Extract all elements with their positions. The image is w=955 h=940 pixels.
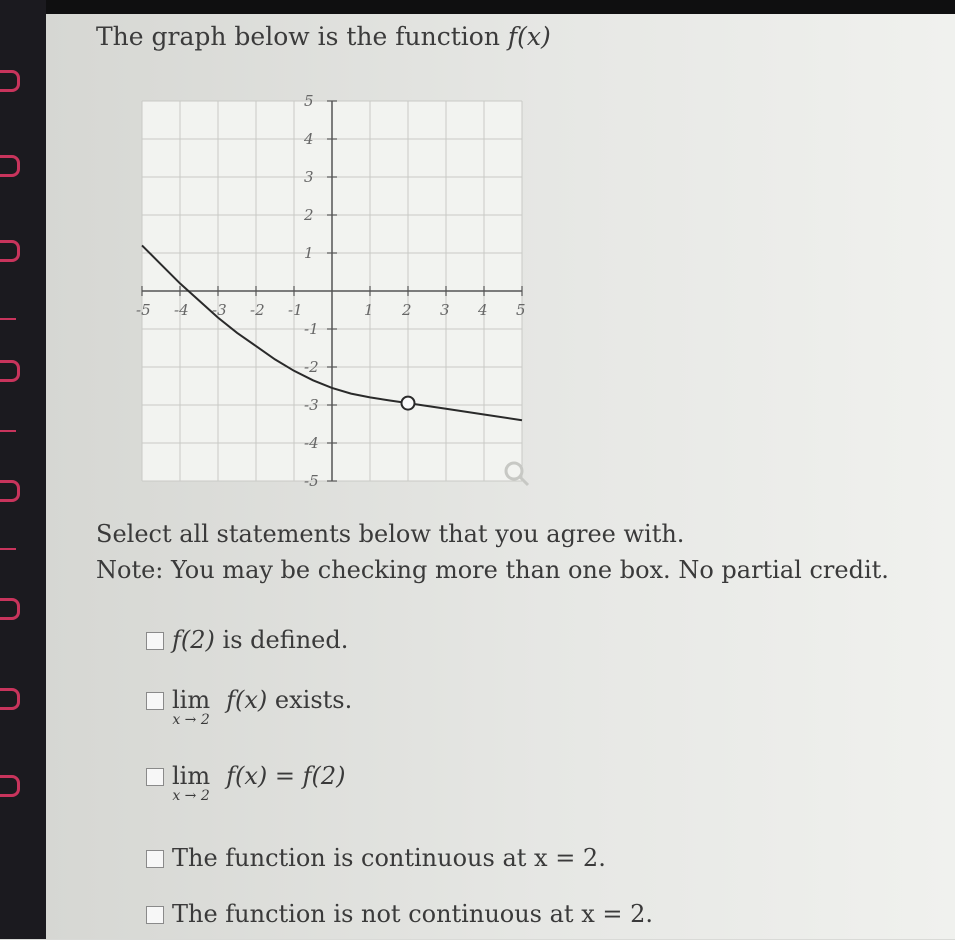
option-not-continuous[interactable] <box>146 900 653 940</box>
x-tick-label: 5 <box>516 301 526 319</box>
top-bar <box>0 0 955 14</box>
x-tick-label: 1 <box>364 301 374 319</box>
x-tick-label: -5 <box>136 301 151 319</box>
y-tick-label: -4 <box>304 434 319 452</box>
option2-math: f(x) <box>226 686 268 714</box>
y-tick-label: 2 <box>304 206 314 224</box>
sidebar-icon-7[interactable] <box>0 688 20 710</box>
checkbox-continuous[interactable] <box>146 850 164 868</box>
x-tick-label: -3 <box>212 301 227 319</box>
option1-math: f(2) <box>172 626 215 654</box>
checkbox-limit-exists[interactable] <box>146 692 164 710</box>
y-tick-label: 1 <box>304 244 314 262</box>
y-tick-label: -2 <box>304 358 319 376</box>
sidebar-divider <box>0 430 16 432</box>
option-f2-defined[interactable] <box>146 626 348 666</box>
y-tick-label: 3 <box>304 168 314 186</box>
x-tick-label: -1 <box>288 301 303 319</box>
option5-text: The function is not continuous at x = 2. <box>172 900 654 928</box>
option-limit-exists[interactable] <box>146 686 352 726</box>
sidebar-divider <box>0 318 16 320</box>
limit-symbol <box>172 686 210 728</box>
sidebar-icon-8[interactable] <box>0 775 20 797</box>
limit-symbol <box>172 762 210 804</box>
sidebar-divider <box>0 548 16 550</box>
lim-subscript: x → 2 <box>172 712 210 728</box>
lim-word: lim <box>172 762 211 790</box>
question-panel <box>46 14 955 939</box>
option4-text: The function is continuous at x = 2. <box>172 844 606 872</box>
option1-text: is defined. <box>222 626 349 654</box>
sidebar-icon-3[interactable] <box>0 240 20 262</box>
sidebar-icon-2[interactable] <box>0 155 20 177</box>
option2-text: exists. <box>274 686 353 714</box>
option-continuous[interactable] <box>146 844 606 884</box>
option-limit-equals[interactable] <box>146 762 346 802</box>
question-title-text: The graph below is the function <box>96 22 500 51</box>
x-tick-label: 4 <box>478 301 488 319</box>
instructions-note: Note: You may be checking more than one box. No partial credit. <box>96 556 889 584</box>
checkbox-f2-defined[interactable] <box>146 632 164 650</box>
sidebar-icon-1[interactable] <box>0 70 20 92</box>
lim-word: lim <box>172 686 211 714</box>
sidebar-icon-5[interactable] <box>0 480 20 502</box>
lim-subscript: x → 2 <box>172 788 210 804</box>
x-tick-label: -2 <box>250 301 265 319</box>
option3-math: f(x) = f(2) <box>226 762 346 790</box>
function-graph <box>92 86 532 496</box>
y-tick-label: -5 <box>304 472 319 490</box>
instructions-select: Select all statements below that you agree with. <box>96 520 685 548</box>
x-tick-label: -4 <box>174 301 189 319</box>
y-tick-label: 5 <box>304 92 314 110</box>
x-tick-label: 3 <box>440 301 450 319</box>
y-tick-label: -1 <box>304 320 319 338</box>
question-title <box>96 22 551 51</box>
sidebar-icon-6[interactable] <box>0 598 20 620</box>
open-point <box>402 397 415 410</box>
checkbox-limit-equals[interactable] <box>146 768 164 786</box>
sidebar <box>0 0 46 939</box>
y-tick-label: 4 <box>304 130 314 148</box>
x-tick-label: 2 <box>402 301 412 319</box>
question-title-math: f(x) <box>507 22 551 51</box>
y-tick-label: -3 <box>304 396 319 414</box>
sidebar-icon-4[interactable] <box>0 360 20 382</box>
checkbox-not-continuous[interactable] <box>146 906 164 924</box>
